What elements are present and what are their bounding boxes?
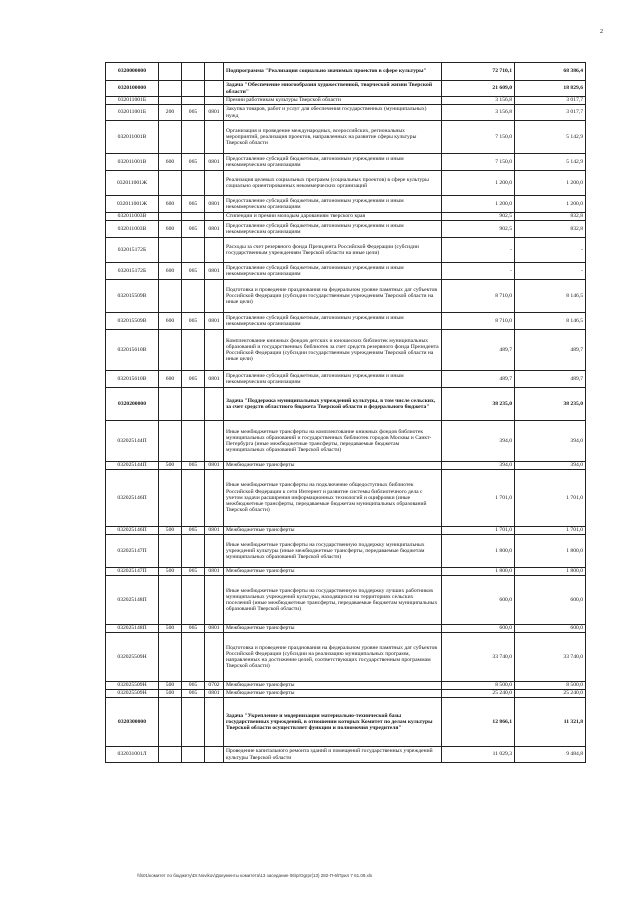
row-expense-type [159,535,182,568]
row-ministry [182,747,205,763]
row-ministry [182,97,205,105]
table-row [106,527,586,535]
row-expense-type [159,698,182,747]
row-expense-type [159,63,182,81]
row-expense-type: 600 [159,313,182,330]
row-description: Подготовка и проведение празднования на федеральном уровне памятных дат субъектов Российской Федерации (субсидии государственным учреждениям Тверской области на иные цели) [224,280,442,313]
row-section [205,633,224,682]
table-row [106,97,586,105]
row-section: 0801 [205,371,224,388]
row-expense-type: 600 [159,263,182,280]
row-expense-type: 500 [159,462,182,470]
row-description: Межбюджетные трансферты [224,527,442,535]
row-ministry [182,698,205,747]
table-row [106,154,586,171]
row-amount-plan: 11 029,3 [442,747,515,763]
row-description: Предоставление субсидий бюджетным, автономным учреждениям и иным некоммерческим организациям [224,263,442,280]
row-amount-plan: 600,0 [442,576,515,625]
row-description: Межбюджетные трансферты [224,690,442,698]
row-section [205,213,224,221]
row-expense-type: 600 [159,196,182,213]
row-amount-actual: 68 386,4 [515,63,586,81]
row-amount-actual: 25 240,0 [515,690,586,698]
row-amount-plan: 902,5 [442,213,515,221]
row-section [205,238,224,263]
row-ministry [182,63,205,81]
row-section [205,747,224,763]
row-section: 0801 [205,625,224,633]
row-amount-actual: 1 701,0 [515,527,586,535]
row-code: 032011003В [106,213,159,221]
row-ministry [182,576,205,625]
table-row [106,313,586,330]
row-description: Организация и проведение международных, всероссийских, региональных мероприятий, реализация проектов, направленных на развитие сферы культуры Тверской области [224,121,442,154]
row-description: Премии работникам культуры Тверской области [224,97,442,105]
row-amount-plan: 8 710,0 [442,280,515,313]
row-expense-type: 500 [159,625,182,633]
row-ministry: 065 [182,263,205,280]
row-expense-type [159,388,182,421]
row-description: Предоставление субсидий бюджетным, автономным учреждениям и иным некоммерческим организациям [224,371,442,388]
row-description: Стипендии и премии молодым дарованиям тверского края [224,213,442,221]
row-ministry: 065 [182,462,205,470]
row-section: 0801 [205,154,224,171]
table-row [106,105,586,121]
row-code: 032015172Б [106,238,159,263]
row-code: 032025148П [106,576,159,625]
row-section [205,698,224,747]
row-amount-actual: 33 740,0 [515,633,586,682]
row-amount-plan: 3 156,8 [442,105,515,121]
row-code: 032011001Ж [106,196,159,213]
row-ministry [182,121,205,154]
row-amount-actual: - [515,238,586,263]
row-code: 032011001Ж [106,171,159,196]
row-description: Комплектование книжных фондов детских и юношеских библиотек муниципальных образований и государственных библиотек за счет средств резервного фонда Президента Российской Федерации (субсидии государственным учреждениям Тверской области на иные цели) [224,330,442,371]
row-amount-plan: 394,0 [442,462,515,470]
row-code: 032015172Б [106,263,159,280]
row-amount-plan: 1 200,0 [442,196,515,213]
row-code: 032011001В [106,121,159,154]
row-amount-actual: 1 200,0 [515,171,586,196]
row-description: Расходы за счет резервного фонда Президента Российской Федерации (субсидии государственным учреждениям Тверской области на иные цели) [224,238,442,263]
row-amount-plan: 489,7 [442,330,515,371]
row-code: 032025509Н [106,690,159,698]
footer-file-path: \\fs01\комитет по бюджету\Dr.Novikov\Документы комитета\13 заседание 06\prOgrpr(13) 282-П-6\Прил 7 61.09.xls [137,873,373,878]
row-description: Межбюджетные трансферты [224,462,442,470]
row-description: Иные межбюджетные трансферты на комплектование книжных фондов библиотек муниципальных образований и государственных библиотек городов Москвы и Санкт-Петербурга (иные межбюджетные трансферты, передаваемые бюджетам муниципальных образований Тверской области) [224,421,442,462]
row-expense-type: 500 [159,527,182,535]
row-amount-actual: 9 484,8 [515,747,586,763]
row-ministry: 065 [182,625,205,633]
row-code: 032011001В [106,154,159,171]
row-section [205,171,224,196]
budget-table-body [106,63,586,763]
row-ministry: 065 [182,154,205,171]
row-amount-actual: 8 500,0 [515,682,586,690]
table-row [106,196,586,213]
row-ministry [182,171,205,196]
row-amount-actual: - [515,263,586,280]
row-expense-type [159,633,182,682]
row-ministry: 065 [182,682,205,690]
row-section: 0801 [205,263,224,280]
row-code: 032011003В [106,221,159,238]
row-code: 032025146П [106,527,159,535]
row-description: Проведение капитального ремонта зданий и помещений государственных учреждений культуры Тверской области [224,747,442,763]
row-section: 0801 [205,196,224,213]
row-description: Закупка товаров, работ и услуг для обеспечения государственных (муниципальных) нужд [224,105,442,121]
row-amount-actual: 8 146,5 [515,313,586,330]
row-expense-type [159,121,182,154]
row-expense-type [159,81,182,97]
row-ministry: 065 [182,105,205,121]
table-row [106,625,586,633]
row-amount-plan: - [442,238,515,263]
row-amount-actual: 8 146,5 [515,280,586,313]
table-row [106,535,586,568]
row-amount-actual: 489,7 [515,371,586,388]
row-description: Иные межбюджетные трансферты на государственную поддержку муниципальных учреждений культуры (иные межбюджетные трансферты, передаваемые бюджетам муниципальных образований Тверской области) [224,535,442,568]
row-amount-actual: 5 142,9 [515,154,586,171]
row-expense-type [159,421,182,462]
row-amount-plan: 21 609,0 [442,81,515,97]
row-ministry: 065 [182,196,205,213]
row-expense-type: 500 [159,690,182,698]
row-amount-plan: 489,7 [442,371,515,388]
row-amount-plan: 1 701,0 [442,527,515,535]
row-amount-plan: 902,5 [442,221,515,238]
row-amount-actual: 600,0 [515,625,586,633]
row-expense-type: 600 [159,221,182,238]
row-section: 0801 [205,568,224,576]
row-ministry: 065 [182,690,205,698]
row-code: 0320300000 [106,698,159,747]
row-code: 032015610В [106,330,159,371]
budget-table [105,62,586,763]
table-row [106,263,586,280]
row-amount-plan: 72 710,1 [442,63,515,81]
table-row [106,462,586,470]
row-section [205,280,224,313]
row-ministry: 065 [182,568,205,576]
row-section [205,576,224,625]
row-ministry [182,421,205,462]
row-amount-actual: 11 321,8 [515,698,586,747]
row-section [205,121,224,154]
row-code: 032025147П [106,535,159,568]
row-ministry: 065 [182,527,205,535]
row-amount-plan: 33 740,0 [442,633,515,682]
row-ministry: 065 [182,313,205,330]
row-expense-type: 500 [159,682,182,690]
row-code: 032025509Н [106,682,159,690]
row-amount-actual: 600,0 [515,576,586,625]
table-row [106,470,586,527]
row-ministry [182,535,205,568]
table-row [106,633,586,682]
row-amount-actual: 832,8 [515,221,586,238]
row-section [205,470,224,527]
row-expense-type [159,330,182,371]
row-amount-actual: 5 142,9 [515,121,586,154]
row-section [205,388,224,421]
row-section [205,421,224,462]
row-amount-plan: 1 200,0 [442,171,515,196]
table-row [106,81,586,97]
row-code: 032031001Л [106,747,159,763]
row-description: Межбюджетные трансферты [224,568,442,576]
row-section: 0801 [205,313,224,330]
row-description: Подпрограмма "Реализация социально значимых проектов в сфере культуры" [224,63,442,81]
row-ministry [182,81,205,97]
row-amount-plan: 7 150,0 [442,154,515,171]
row-description: Задача "Поддержка муниципальных учреждений культуры, в том числе сельских, за счет средств областного бюджета Тверской области и федерального бюджета" [224,388,442,421]
row-code: 032015509В [106,280,159,313]
row-code: 0320200000 [106,388,159,421]
table-row [106,421,586,462]
table-row [106,682,586,690]
row-description: Предоставление субсидий бюджетным, автономным учреждениям и иным некоммерческим организациям [224,154,442,171]
row-amount-actual: 394,0 [515,421,586,462]
row-description: Предоставление субсидий бюджетным, автономным учреждениям и иным некоммерческим организациям [224,196,442,213]
row-expense-type [159,171,182,196]
row-amount-plan: 25 240,0 [442,690,515,698]
page-number: 2 [600,29,603,35]
table-row [106,690,586,698]
row-amount-plan: 1 701,0 [442,470,515,527]
row-ministry: 065 [182,221,205,238]
row-amount-actual: 1 800,0 [515,535,586,568]
row-amount-plan: 3 156,8 [442,97,515,105]
row-description: Задача "Обеспечение многообразия художественной, творческой жизни Тверской области" [224,81,442,97]
row-ministry [182,330,205,371]
row-expense-type: 500 [159,568,182,576]
table-row [106,698,586,747]
row-expense-type [159,213,182,221]
row-amount-plan: 12 866,1 [442,698,515,747]
row-code: 032025144П [106,462,159,470]
table-row [106,747,586,763]
row-description: Задача "Укрепление и модернизация материально-технической базы государственных учреждений, в отношении которых Комитет по делам культуры Тверской области осуществляет функции и полномочия учредителя" [224,698,442,747]
row-amount-actual: 38 235,0 [515,388,586,421]
row-description: Иные межбюджетные трансферты на подключение общедоступных библиотек Российской Федерации к сети Интернет и развитие системы библиотечного дела с учетом задачи расширения информационных технологий и оцифровки (иные межбюджетные трансферты, передаваемые бюджетам муниципальных образований Тверской области) [224,470,442,527]
row-section: 0801 [205,221,224,238]
row-expense-type [159,97,182,105]
table-row [106,330,586,371]
row-ministry: 065 [182,371,205,388]
row-section [205,535,224,568]
row-description: Подготовка и проведение празднования на федеральном уровне памятных дат субъектов Российской Федерации (субсидии на реализацию муниципальных программ, направленных на достижение целей, соответствующих государственным программам Тверской области) [224,633,442,682]
row-amount-plan: 7 150,0 [442,121,515,154]
row-amount-actual: 832,8 [515,213,586,221]
row-expense-type [159,238,182,263]
table-row [106,171,586,196]
row-amount-actual: 18 829,6 [515,81,586,97]
row-amount-actual: 3 017,7 [515,97,586,105]
row-code: 032025509Н [106,633,159,682]
table-row [106,121,586,154]
row-amount-actual: 394,0 [515,462,586,470]
row-amount-plan: 38 235,0 [442,388,515,421]
row-amount-plan: - [442,263,515,280]
row-section: 0801 [205,527,224,535]
row-amount-actual: 1 200,0 [515,196,586,213]
row-section: 0702 [205,682,224,690]
row-expense-type [159,576,182,625]
row-description: Предоставление субсидий бюджетным, автономным учреждениям и иным некоммерческим организациям [224,313,442,330]
row-code: 032011001Б [106,97,159,105]
row-amount-plan: 8 500,0 [442,682,515,690]
row-code: 032025146П [106,470,159,527]
row-ministry [182,470,205,527]
row-section: 0801 [205,105,224,121]
row-code: 032025148П [106,625,159,633]
row-code: 0320000000 [106,63,159,81]
row-description: Иные межбюджетные трансферты на государственную поддержку лучших работников муниципальных учреждений культуры, находящихся на территориях сельских поселений (иные межбюджетные трансферты, передаваемые бюджетам муниципальных образований Тверской области) [224,576,442,625]
table-row [106,238,586,263]
row-section [205,81,224,97]
row-description: Реализация целевых социальных программ (социальных проектов) в сфере культуры социально ориентированных некоммерческих организаций [224,171,442,196]
row-description: Межбюджетные трансферты [224,682,442,690]
row-section [205,97,224,105]
row-amount-plan: 1 800,0 [442,535,515,568]
row-amount-actual: 1 701,0 [515,470,586,527]
row-description: Предоставление субсидий бюджетным, автономным учреждениям и иным некоммерческим организациям [224,221,442,238]
row-amount-plan: 394,0 [442,421,515,462]
row-ministry [182,238,205,263]
row-expense-type [159,470,182,527]
table-row [106,568,586,576]
row-section [205,330,224,371]
row-section: 0801 [205,690,224,698]
table-row [106,576,586,625]
table-row [106,388,586,421]
row-amount-actual: 3 017,7 [515,105,586,121]
row-code: 032015610В [106,371,159,388]
row-code: 032025144П [106,421,159,462]
row-section [205,63,224,81]
row-ministry [182,633,205,682]
row-ministry [182,213,205,221]
row-code: 032011001Б [106,105,159,121]
row-expense-type [159,280,182,313]
row-ministry [182,388,205,421]
row-amount-actual: 1 800,0 [515,568,586,576]
row-amount-plan: 600,0 [442,625,515,633]
table-row [106,371,586,388]
row-code: 032025147П [106,568,159,576]
row-amount-actual: 489,7 [515,330,586,371]
row-expense-type: 200 [159,105,182,121]
row-expense-type [159,747,182,763]
table-row [106,221,586,238]
row-expense-type: 600 [159,371,182,388]
row-code: 032015509В [106,313,159,330]
table-row [106,63,586,81]
row-section: 0801 [205,462,224,470]
row-amount-plan: 8 710,0 [442,313,515,330]
row-expense-type: 600 [159,154,182,171]
row-amount-plan: 1 800,0 [442,568,515,576]
table-row [106,213,586,221]
row-description: Межбюджетные трансферты [224,625,442,633]
row-ministry [182,280,205,313]
table-row [106,280,586,313]
row-code: 0320100000 [106,81,159,97]
